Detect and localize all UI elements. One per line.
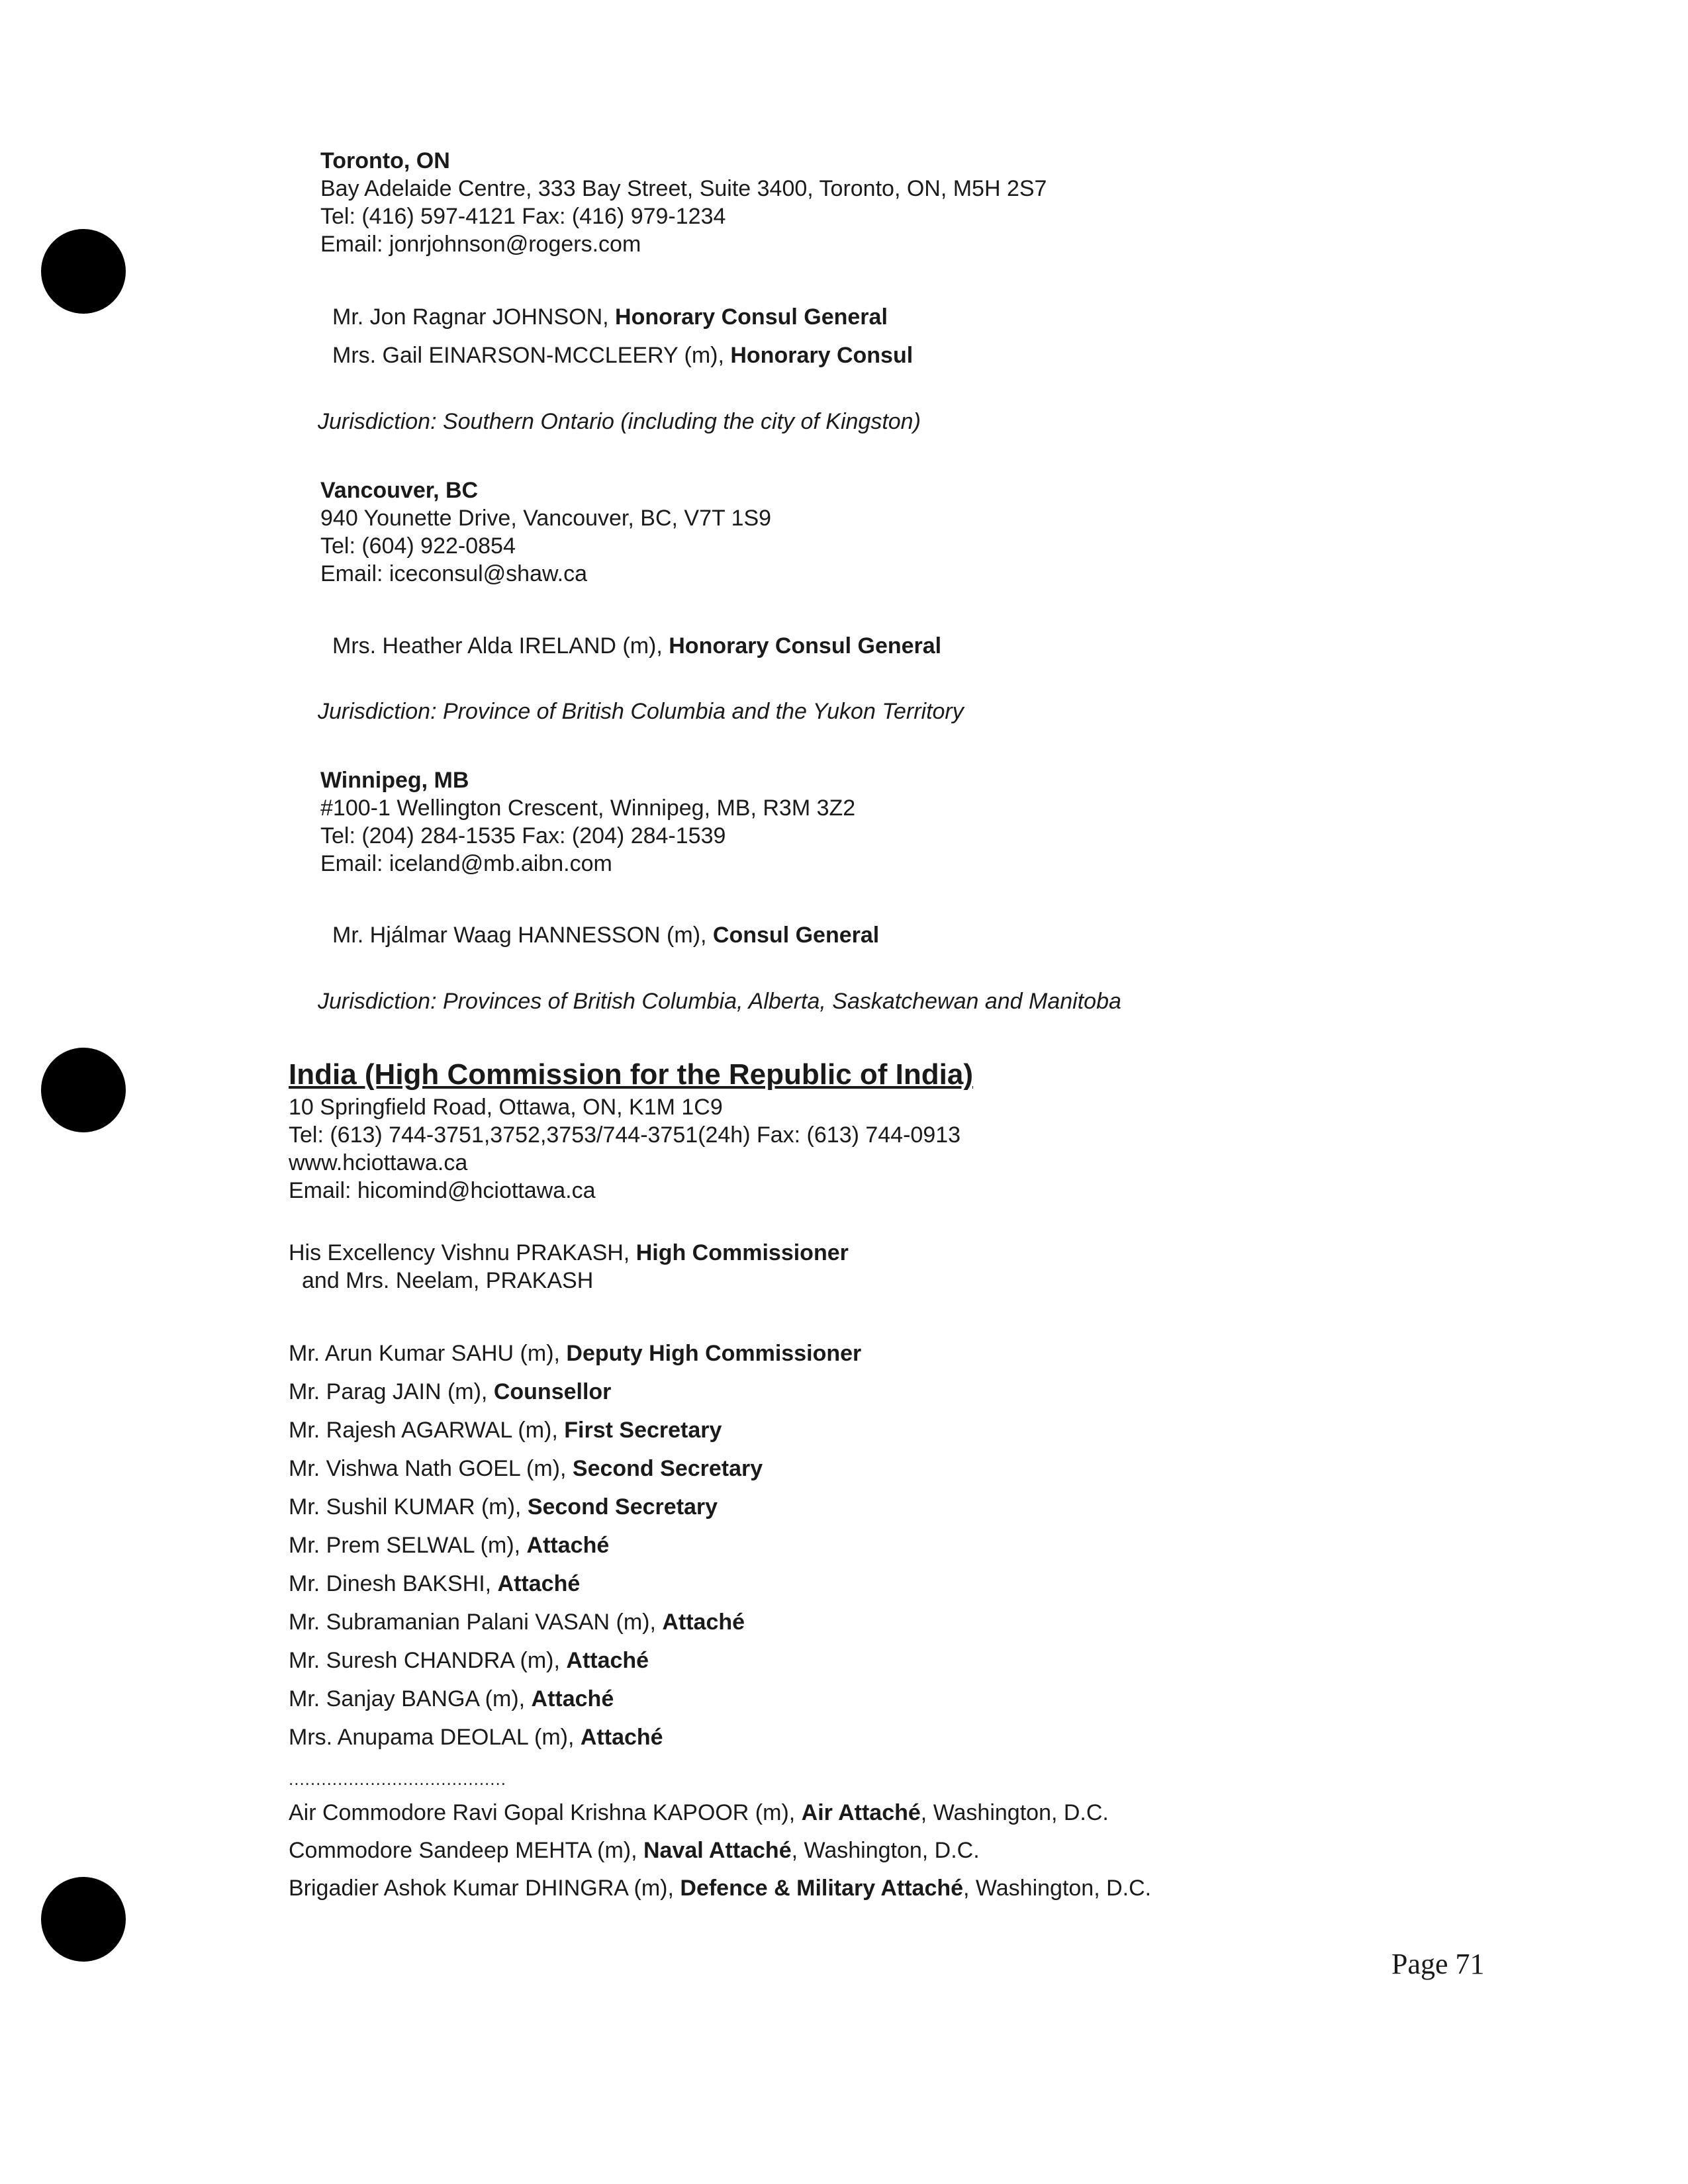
- toronto-jurisdiction: Jurisdiction: Southern Ontario (including the city of Kingston): [318, 409, 921, 434]
- head-name: His Excellency Vishnu PRAKASH,: [289, 1240, 636, 1265]
- toronto-staff-1: [332, 343, 913, 369]
- staff-title: Honorary Consul: [730, 343, 914, 368]
- staff-title: Second Secretary: [527, 1494, 718, 1520]
- staff-title: Attaché: [526, 1533, 610, 1558]
- india-address-block: [289, 1056, 973, 1205]
- india-staff-7: [289, 1610, 745, 1635]
- attache-location: , Washington, D.C.: [791, 1838, 980, 1863]
- india-heading: India (High Commission for the Republic of India): [289, 1058, 973, 1091]
- toronto-phone: Tel: (416) 597-4121 Fax: (416) 979-1234: [320, 204, 726, 229]
- india-staff-8: [289, 1648, 649, 1674]
- staff-name: Mr. Parag JAIN (m),: [289, 1379, 494, 1404]
- india-staff-9: [289, 1686, 614, 1712]
- vancouver-staff-0: [332, 633, 941, 659]
- staff-name: Mr. Prem SELWAL (m),: [289, 1533, 527, 1558]
- attache-title: Naval Attaché: [643, 1838, 792, 1863]
- attache-name: Air Commodore Ravi Gopal Krishna KAPOOR (m),: [289, 1800, 802, 1825]
- winnipeg-phone: Tel: (204) 284-1535 Fax: (204) 284-1539: [320, 823, 726, 848]
- toronto-email: Email: jonrjohnson@rogers.com: [320, 232, 641, 257]
- winnipeg-email: Email: iceland@mb.aibn.com: [320, 851, 612, 876]
- vancouver-address: 940 Younette Drive, Vancouver, BC, V7T 1S9: [320, 506, 772, 531]
- winnipeg-address-block: [320, 766, 855, 878]
- binder-hole-middle: [41, 1048, 126, 1132]
- staff-title: Second Secretary: [572, 1456, 763, 1481]
- attache-title: Air Attaché: [801, 1800, 921, 1825]
- staff-title: Attaché: [662, 1610, 745, 1635]
- staff-title: Honorary Consul General: [615, 304, 888, 330]
- binder-hole-bottom: [41, 1877, 126, 1962]
- staff-title: Honorary Consul General: [669, 633, 942, 659]
- attache-title: Defence & Military Attaché: [680, 1876, 964, 1901]
- page-number: Page 71: [1391, 1948, 1485, 1980]
- vancouver-phone: Tel: (604) 922-0854: [320, 533, 516, 559]
- staff-title: Attaché: [531, 1686, 614, 1711]
- india-staff-6: [289, 1571, 580, 1597]
- india-phone: Tel: (613) 744-3751,3752,3753/744-3751(24h) Fax: (613) 744-0913: [289, 1122, 961, 1148]
- india-head-of-mission: [289, 1239, 849, 1295]
- india-attache-0: [289, 1800, 1109, 1826]
- staff-name: Mr. Subramanian Palani VASAN (m),: [289, 1610, 663, 1635]
- india-staff-0: [289, 1341, 861, 1367]
- attache-name: Commodore Sandeep MEHTA (m),: [289, 1838, 643, 1863]
- staff-title: Counsellor: [493, 1379, 612, 1404]
- attache-name: Brigadier Ashok Kumar DHINGRA (m),: [289, 1876, 680, 1901]
- staff-name: Mr. Jon Ragnar JOHNSON,: [332, 304, 616, 330]
- india-staff-4: [289, 1494, 718, 1520]
- staff-title: Attaché: [566, 1648, 649, 1673]
- staff-name: Mrs. Gail EINARSON-MCCLEERY (m),: [332, 343, 731, 368]
- india-staff-2: [289, 1418, 722, 1443]
- toronto-staff-0: [332, 304, 888, 330]
- staff-name: Mr. Rajesh AGARWAL (m),: [289, 1418, 565, 1443]
- staff-title: Consul General: [712, 923, 880, 948]
- india-staff-10: [289, 1725, 663, 1751]
- staff-title: Attaché: [497, 1571, 581, 1596]
- staff-title: Deputy High Commissioner: [566, 1341, 862, 1366]
- staff-name: Mrs. Anupama DEOLAL (m),: [289, 1725, 581, 1750]
- staff-title: Attaché: [580, 1725, 663, 1750]
- vancouver-jurisdiction: Jurisdiction: Province of British Columbia and the Yukon Territory: [318, 699, 964, 724]
- india-email: Email: hicomind@hciottawa.ca: [289, 1178, 596, 1203]
- binder-hole-top: [41, 229, 126, 314]
- staff-name: Mrs. Heather Alda IRELAND (m),: [332, 633, 669, 659]
- winnipeg-jurisdiction: Jurisdiction: Provinces of British Columbia, Alberta, Saskatchewan and Manitoba: [318, 989, 1121, 1014]
- staff-name: Mr. Dinesh BAKSHI,: [289, 1571, 498, 1596]
- head-spouse: and Mrs. Neelam, PRAKASH: [302, 1268, 594, 1293]
- india-staff-5: [289, 1533, 609, 1559]
- winnipeg-city: Winnipeg, MB: [320, 768, 469, 793]
- winnipeg-staff-0: [332, 923, 879, 948]
- india-staff-1: [289, 1379, 611, 1405]
- india-attache-1: [289, 1838, 980, 1864]
- india-website: www.hciottawa.ca: [289, 1150, 468, 1175]
- india-staff-3: [289, 1456, 763, 1482]
- vancouver-email: Email: iceconsul@shaw.ca: [320, 561, 588, 586]
- staff-name: Mr. Suresh CHANDRA (m),: [289, 1648, 567, 1673]
- india-attache-2: [289, 1876, 1151, 1901]
- attache-location: , Washington, D.C.: [920, 1800, 1109, 1825]
- staff-name: Mr. Hjálmar Waag HANNESSON (m),: [332, 923, 713, 948]
- vancouver-city: Vancouver, BC: [320, 478, 479, 503]
- toronto-city: Toronto, ON: [320, 148, 450, 173]
- staff-name: Mr. Sanjay BANGA (m),: [289, 1686, 532, 1711]
- toronto-address: Bay Adelaide Centre, 333 Bay Street, Suite 3400, Toronto, ON, M5H 2S7: [320, 176, 1047, 201]
- staff-title: First Secretary: [564, 1418, 722, 1443]
- toronto-address-block: [320, 147, 1047, 258]
- staff-name: Mr. Vishwa Nath GOEL (m),: [289, 1456, 573, 1481]
- vancouver-address-block: [320, 477, 771, 588]
- attache-location: , Washington, D.C.: [963, 1876, 1152, 1901]
- india-address: 10 Springfield Road, Ottawa, ON, K1M 1C9: [289, 1095, 723, 1120]
- staff-name: Mr. Arun Kumar SAHU (m),: [289, 1341, 567, 1366]
- separator-dots: ........................................: [289, 1769, 506, 1789]
- staff-name: Mr. Sushil KUMAR (m),: [289, 1494, 528, 1520]
- winnipeg-address: #100-1 Wellington Crescent, Winnipeg, MB, R3M 3Z2: [320, 796, 856, 821]
- head-title: High Commissioner: [635, 1240, 849, 1265]
